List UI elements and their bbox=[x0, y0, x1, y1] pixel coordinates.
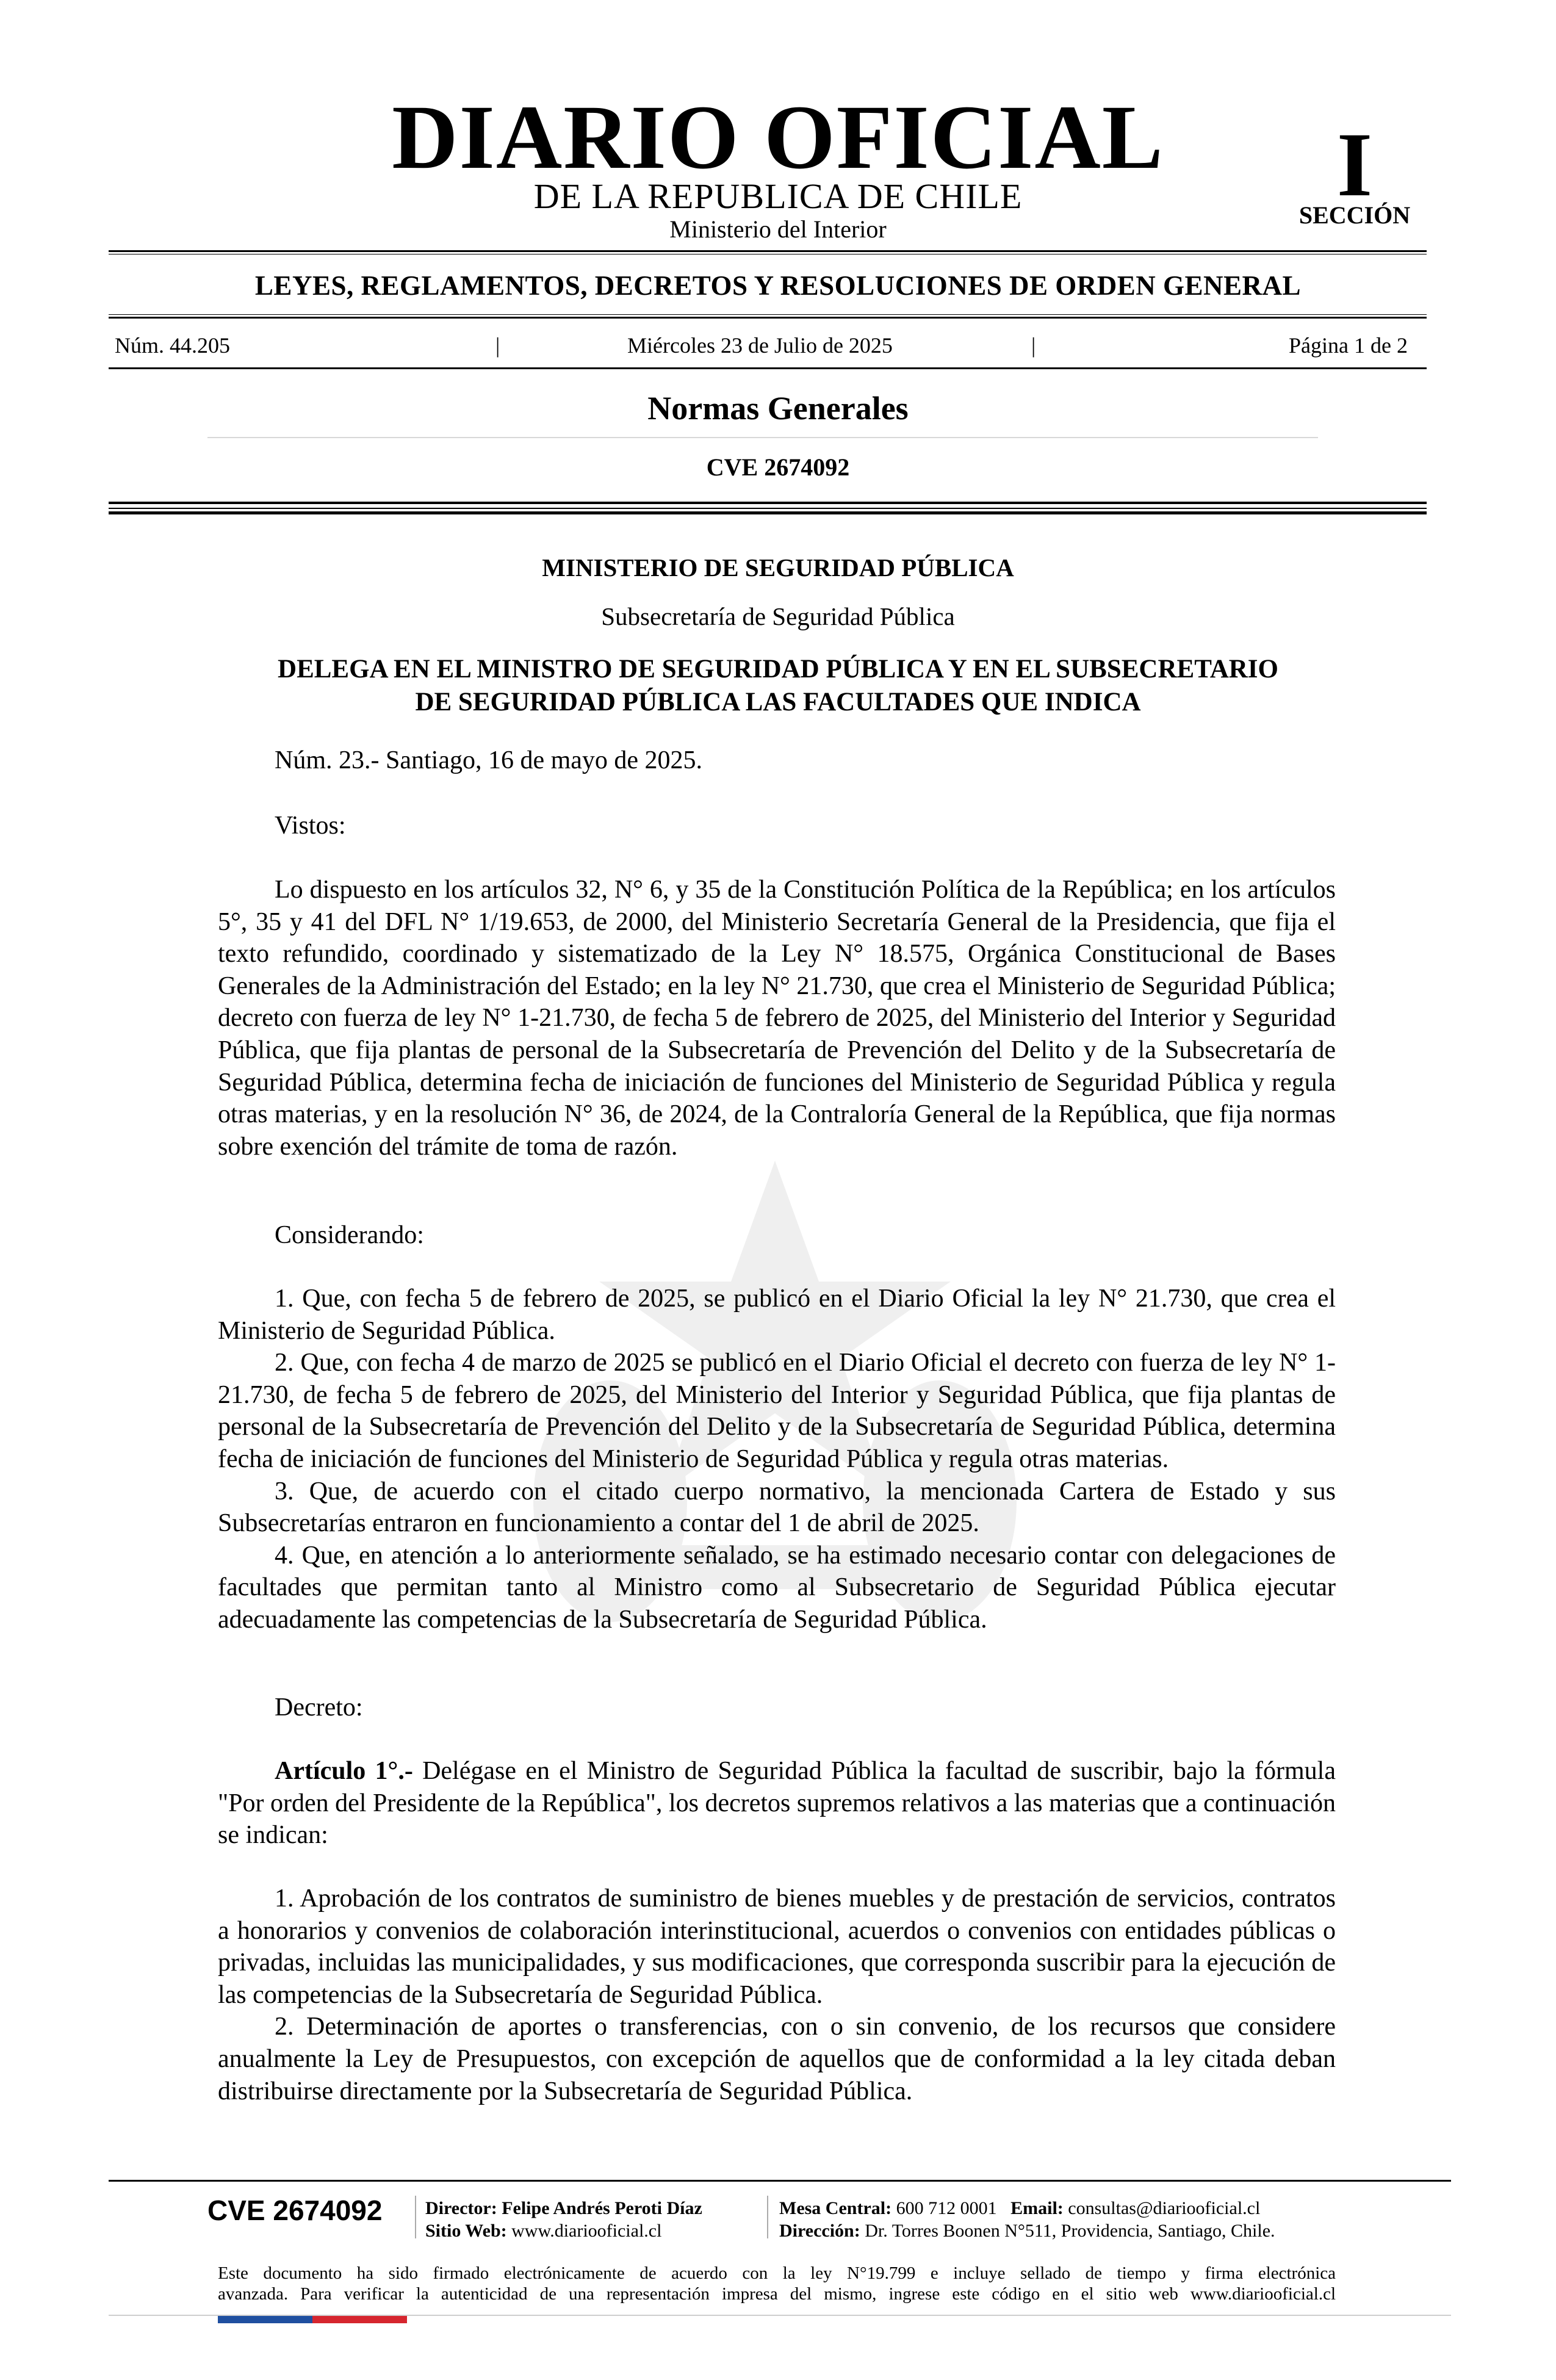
articulo-1-label: Artículo 1°.- bbox=[275, 1757, 413, 1785]
footer-divider bbox=[415, 2196, 416, 2238]
flag-stripe-red bbox=[312, 2316, 407, 2323]
articulo-1-item: 1. Aprobación de los contratos de suministro de bienes muebles y de prestación de servicios, contratos a honorarios y convenios de colaboración interinstitucional, acuerdos o convenios con entidades públicas o privadas, incluidas las municipalidades, y sus modificaciones, que corresponda suscribir para la ejecución de las competencias de la Subsecretaría de Seguridad Pública. bbox=[218, 1884, 1336, 2009]
section-heading: Normas Generales bbox=[647, 390, 909, 427]
articulo-1-paragraph bbox=[218, 1755, 1336, 1852]
footer-mesa-value: 600 712 0001 bbox=[896, 2198, 997, 2218]
cve-code: CVE 2674092 bbox=[706, 453, 850, 481]
decree-title bbox=[183, 653, 1373, 719]
decreto-label-block bbox=[218, 1692, 1336, 1724]
decreto-label: Decreto: bbox=[275, 1693, 363, 1722]
category-rule-thin bbox=[109, 314, 1427, 315]
footer-director-label: Director: bbox=[425, 2198, 497, 2218]
footer-email-label: Email: bbox=[1010, 2198, 1064, 2218]
cve-rule-bottom bbox=[109, 511, 1427, 514]
footer-director bbox=[425, 2197, 702, 2220]
footer-signature-note bbox=[218, 2263, 1336, 2304]
footer-mesa-label: Mesa Central: bbox=[779, 2198, 892, 2218]
cve-rule-thick bbox=[109, 502, 1427, 504]
issuing-ministry: MINISTERIO DE SEGURIDAD PÚBLICA bbox=[542, 554, 1014, 582]
meta-rule bbox=[109, 367, 1427, 369]
footer-divider bbox=[767, 2196, 768, 2238]
considerando-item: 3. Que, de acuerdo con el citado cuerpo normativo, la mencionada Cartera de Estado y sus Subsecretarías entraron en funcionamiento a contar del 1 de abril de 2025. bbox=[218, 1477, 1336, 1538]
newspaper-title: DIARIO OFICIAL bbox=[392, 87, 1164, 188]
issue-date: Miércoles 23 de Julio de 2025 bbox=[627, 333, 893, 358]
articulo-1-block bbox=[218, 1755, 1336, 1852]
footer-director-name: Felipe Andrés Peroti Díaz bbox=[502, 2198, 702, 2218]
flag-stripe-blue bbox=[218, 2316, 312, 2323]
articulo-1-item: 2. Determinación de aportes o transferencias, con o sin convenio, de los recursos que considere anualmente la Ley de Presupuestos, con excepción de aquellos que de conformidad a la ley citada deban distribuirse directamente por la Subsecretaría de Seguridad Pública. bbox=[218, 2013, 1336, 2105]
footer-address-line bbox=[779, 2220, 1275, 2242]
decree-number: Núm. 23.- Santiago, 16 de mayo de 2025. bbox=[275, 746, 703, 774]
footer-address-label: Dirección: bbox=[779, 2221, 860, 2241]
footer-contact-line bbox=[779, 2197, 1275, 2220]
footer-address-value: Dr. Torres Boonen N°511, Providencia, Santiago, Chile. bbox=[865, 2221, 1275, 2241]
considerando-item: 4. Que, en atención a lo anteriormente señalado, se ha estimado necesario contar con delegaciones de facultades que permitan tanto al Ministro como al Subsecretario de Seguridad Pública ejecutar adecuadamente las competencias de la Subsecretaría de Seguridad Pública. bbox=[218, 1541, 1336, 1634]
footer-website bbox=[425, 2220, 702, 2242]
vistos-paragraph: Lo dispuesto en los artículos 32, N° 6, y 35 de la Constitución Política de la República; en los artículos 5°, 35 y 41 del DFL N° 1/19.653, de 2000, del Ministerio Secretaría General de la Presidencia, que fija el texto refundido, coordinado y sistematizado de la Ley N° 18.575, Orgánica Constitucional de Bases Generales de la Administración del Estado; en la ley N° 21.730, que crea el Ministerio de Seguridad Pública; decreto con fuerza de ley N° 1-21.730, de fecha 5 de febrero de 2025, del Ministerio del Interior y Seguridad Pública, que fija plantas de personal de la Subsecretaría de Prevención del Delito y de la Subsecretaría de Seguridad Pública, determina fecha de iniciación de funciones del Ministerio de Seguridad Pública y regula otras materias, y en la resolución N° 36, de 2024, de la Contraloría General de la República, que fija normas sobre exención del trámite de toma de razón. bbox=[218, 876, 1336, 1161]
issue-number: Núm. 44.205 bbox=[115, 333, 230, 358]
vistos-label-block bbox=[218, 810, 1336, 842]
decree-title-line: DE SEGURIDAD PÚBLICA LAS FACULTADES QUE INDICA bbox=[415, 688, 1141, 716]
newspaper-subtitle: DE LA REPUBLICA DE CHILE bbox=[533, 176, 1023, 216]
vistos-block bbox=[218, 874, 1336, 1163]
footer-rule bbox=[109, 2180, 1451, 2182]
issuing-subsecretaria: Subsecretaría de Seguridad Pública bbox=[601, 602, 955, 630]
category-rule bbox=[109, 317, 1427, 319]
footer-cve-code: CVE 2674092 bbox=[207, 2194, 383, 2226]
decree-number-date bbox=[218, 745, 1336, 777]
section-heading-rule bbox=[207, 437, 1318, 438]
footer-website-label: Sitio Web: bbox=[425, 2221, 507, 2241]
footer-note-line: Este documento ha sido firmado electrónicamente de acuerdo con la ley N°19.799 e incluye sellado de tiempo y firma electrónica bbox=[218, 2263, 1336, 2283]
articulo-1-items bbox=[218, 1883, 1336, 2107]
masthead-rule-top bbox=[109, 250, 1427, 252]
section-label: SECCIÓN bbox=[1298, 201, 1411, 229]
footer-director-block bbox=[425, 2197, 702, 2242]
category-heading: LEYES, REGLAMENTOS, DECRETOS Y RESOLUCIONES DE ORDEN GENERAL bbox=[254, 270, 1302, 301]
footer-contact-block bbox=[779, 2197, 1275, 2242]
considerando-item: 2. Que, con fecha 4 de marzo de 2025 se publicó en el Diario Oficial el decreto con fuerza de ley N° 1-21.730, de fecha 5 de febrero de 2025, del Ministerio del Interior y Seguridad Pública, que fija plantas de personal de la Subsecretaría de Prevención del Delito y de la Subsecretaría de Seguridad Pública, determina fecha de iniciación de funciones del Ministerio de Seguridad Pública y regula otras materias. bbox=[218, 1349, 1336, 1473]
footer-website-link[interactable]: www.diariooficial.cl bbox=[511, 2221, 662, 2241]
considerando-label: Considerando: bbox=[275, 1221, 424, 1249]
footer-email-link[interactable]: consultas@diariooficial.cl bbox=[1068, 2198, 1261, 2218]
section-number: I bbox=[1336, 114, 1373, 215]
newspaper-ministry: Ministerio del Interior bbox=[669, 215, 887, 243]
considerando-label-block bbox=[218, 1219, 1336, 1252]
footer-note-line: avanzada. Para verificar la autenticidad de una representación impresa del mismo, ingrese este código en el sitio web www.diariooficial.cl bbox=[218, 2284, 1336, 2304]
page-indicator: Página 1 de 2 bbox=[1289, 333, 1408, 358]
cve-rule-thin bbox=[109, 508, 1427, 509]
vistos-label: Vistos: bbox=[275, 812, 346, 840]
articulo-1-text: Delégase en el Ministro de Seguridad Pública la facultad de suscribir, bajo la fórmula "Por orden del Presidente de la República", los decretos supremos relativos a las materias que a continuación se indican: bbox=[218, 1757, 1336, 1850]
considerandos-block bbox=[218, 1283, 1336, 1636]
meta-separator: | bbox=[1031, 333, 1036, 358]
considerando-item: 1. Que, con fecha 5 de febrero de 2025, se publicó en el Diario Oficial la ley N° 21.730, que crea el Ministerio de Seguridad Pública. bbox=[218, 1285, 1336, 1345]
decree-title-line: DELEGA EN EL MINISTRO DE SEGURIDAD PÚBLICA Y EN EL SUBSECRETARIO bbox=[278, 655, 1278, 683]
meta-separator: | bbox=[495, 333, 500, 358]
